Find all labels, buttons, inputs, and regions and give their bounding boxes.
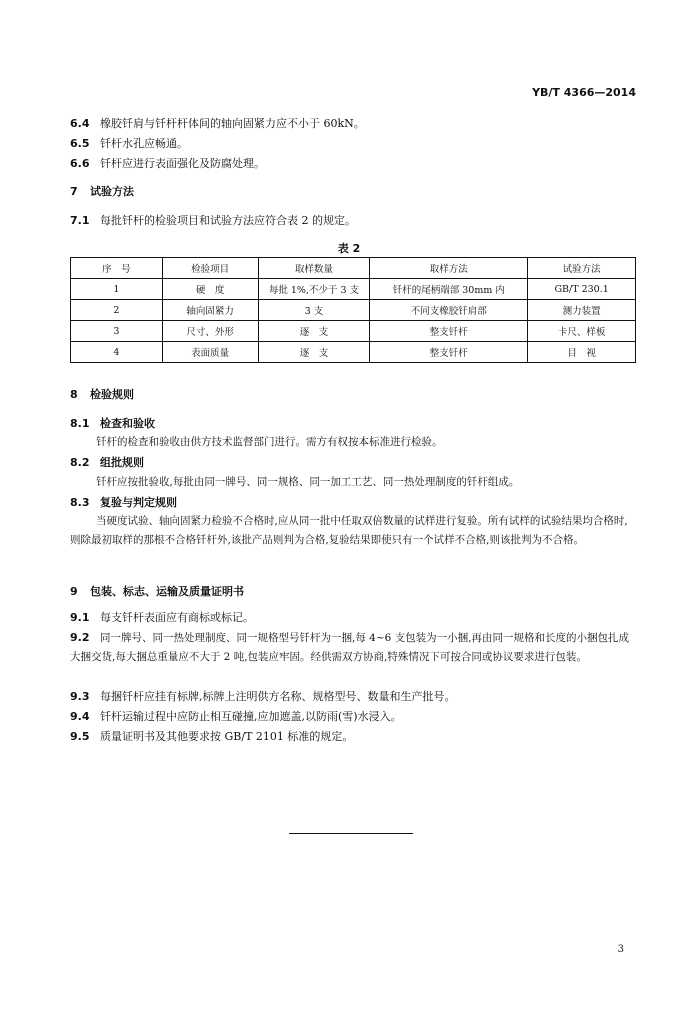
section-8-heading [70, 388, 134, 402]
clause-number: 8.3 [70, 496, 90, 509]
clause-8-1-heading [70, 417, 155, 431]
table-cell: 目 视 [528, 342, 636, 363]
table-cell: 1 [71, 279, 163, 300]
clause-6-4 [70, 117, 365, 131]
clause-number: 8.2 [70, 456, 90, 469]
clause-text: 每支钎杆表面应有商标或标记。 [100, 611, 254, 624]
clause-number: 6.4 [70, 117, 90, 130]
section-9-heading [70, 585, 244, 599]
clause-number: 9.1 [70, 611, 90, 624]
clause-text: 同一牌号、同一热处理制度、同一规格型号钎杆为一捆,每 4~6 支包装为一小捆,再由同一规格和长度的小捆包扎成大捆交货,每大捆总重量应不大于 2 吨,包装应牢固。经供需双方协商,特殊情况下可按合同或协议要求进行包装。 [70, 632, 630, 663]
clause-text: 钎杆运输过程中应防止相互碰撞,应加遮盖,以防雨(雪)水浸入。 [100, 710, 402, 723]
table-cell: 表面质量 [162, 342, 258, 363]
clause-8-2-heading [70, 456, 144, 470]
clause-number: 9.3 [70, 690, 90, 703]
table-caption: 表 2 [337, 242, 361, 255]
table-header-cell: 试验方法 [528, 258, 636, 279]
clause-number: 6.5 [70, 137, 90, 150]
table-cell: 逐 支 [258, 342, 370, 363]
clause-9-4 [70, 710, 402, 724]
table-header-cell: 取样数量 [258, 258, 370, 279]
clause-6-5 [70, 137, 188, 151]
clause-8-3-text: 当硬度试验、轴向固紧力检验不合格时,应从同一批中任取双倍数量的试样进行复验。所有试样的试验结果均合格时,则除最初取样的那根不合格钎杆外,该批产品则判为合格,复验结果即使只有一个试样不合格,则该批判为不合格。 [70, 515, 628, 546]
clause-number: 8.1 [70, 417, 90, 430]
table-row [71, 321, 636, 342]
table-cell: 测力装置 [528, 300, 636, 321]
table-row [71, 279, 636, 300]
clause-number: 9.4 [70, 710, 90, 723]
table-row [71, 300, 636, 321]
clause-text: 每批钎杆的检验项目和试验方法应符合表 2 的规定。 [100, 214, 356, 227]
clause-8-2-text: 钎杆应按批验收,每批由同一牌号、同一规格、同一加工工艺、同一热处理制度的钎杆组成。 [96, 476, 520, 488]
section-title: 检验规则 [90, 388, 134, 401]
table-header-cell: 检验项目 [162, 258, 258, 279]
table-cell: 每批 1%,不少于 3 支 [258, 279, 370, 300]
clause-text: 每捆钎杆应挂有标牌,标牌上注明供方名称、规格型号、数量和生产批号。 [100, 690, 456, 703]
document-code: YB/T 4366—2014 [532, 86, 636, 99]
clause-text: 质量证明书及其他要求按 GB/T 2101 标准的规定。 [100, 730, 354, 743]
table-cell: 不同支橡胶钎肩部 [370, 300, 528, 321]
clause-9-1 [70, 611, 254, 625]
section-title: 包装、标志、运输及质量证明书 [90, 585, 244, 598]
clause-text: 钎杆水孔应畅通。 [100, 137, 188, 150]
page-number: 3 [617, 944, 624, 955]
table-cell: 4 [71, 342, 163, 363]
table-cell: 逐 支 [258, 321, 370, 342]
section-number: 7 [70, 185, 78, 198]
clause-number: 9.2 [70, 631, 90, 644]
table-cell: 硬 度 [162, 279, 258, 300]
clause-9-3 [70, 690, 456, 704]
clause-number: 9.5 [70, 730, 90, 743]
section-title: 试验方法 [90, 185, 134, 198]
table-header-cell: 序 号 [71, 258, 163, 279]
table-header-row [71, 258, 636, 279]
section-number: 9 [70, 585, 78, 598]
table-cell: 尺寸、外形 [162, 321, 258, 342]
table-cell: GB/T 230.1 [528, 279, 636, 300]
table-cell: 3 支 [258, 300, 370, 321]
clause-9-2 [70, 628, 636, 667]
table-cell: 钎杆的尾柄端部 30mm 内 [370, 279, 528, 300]
section-7-heading [70, 185, 134, 199]
end-rule [289, 833, 413, 834]
inspection-table [70, 257, 636, 363]
clause-title: 复验与判定规则 [100, 496, 177, 509]
clause-8-1-text: 钎杆的检查和验收由供方技术监督部门进行。需方有权按本标准进行检验。 [96, 436, 443, 448]
clause-number: 6.6 [70, 157, 90, 170]
clause-text: 橡胶钎肩与钎杆杆体间的轴向固紧力应不小于 60kN。 [100, 117, 365, 130]
clause-7-1 [70, 214, 356, 228]
section-number: 8 [70, 388, 78, 401]
table-cell: 卡尺、样板 [528, 321, 636, 342]
clause-6-6 [70, 157, 265, 171]
table-cell: 轴向固紧力 [162, 300, 258, 321]
clause-number: 7.1 [70, 214, 90, 227]
clause-title: 组批规则 [100, 456, 144, 469]
table-header-cell: 取样方法 [370, 258, 528, 279]
clause-8-3-heading [70, 496, 177, 510]
clause-title: 检查和验收 [100, 417, 155, 430]
table-row [71, 342, 636, 363]
table-cell: 3 [71, 321, 163, 342]
table-cell: 2 [71, 300, 163, 321]
table-cell: 整支钎杆 [370, 321, 528, 342]
clause-text: 钎杆应进行表面强化及防腐处理。 [100, 157, 265, 170]
clause-9-5 [70, 730, 353, 744]
table-cell: 整支钎杆 [370, 342, 528, 363]
